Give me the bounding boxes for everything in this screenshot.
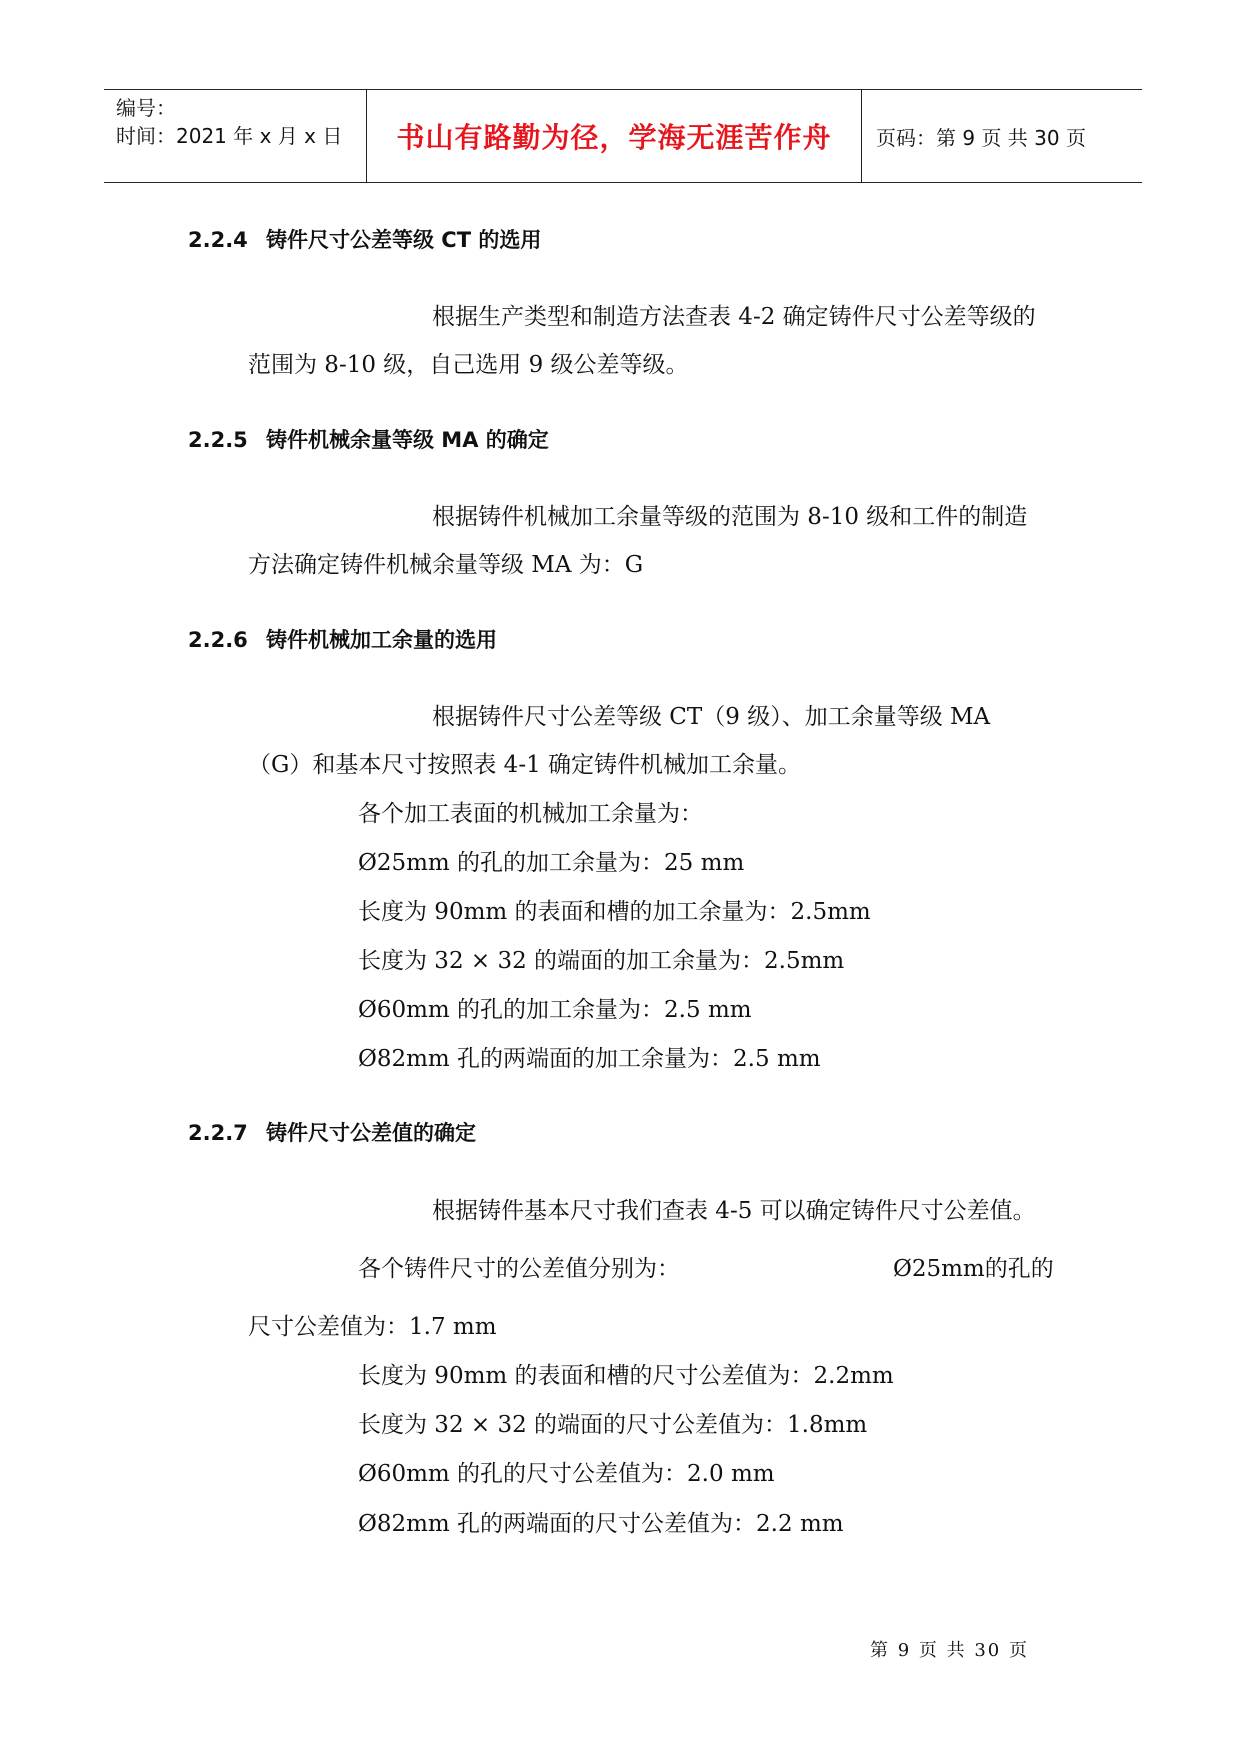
list-line: Ø60mm 的孔的尺寸公差值为：2.0 mm: [358, 1461, 775, 1487]
document-time-label: 时间：2021 年 x 月 x 日: [116, 124, 343, 148]
document-number-label: 编号：: [116, 96, 176, 120]
list-line: Ø82mm 孔的两端面的加工余量为：2.5 mm: [358, 1046, 821, 1072]
section-title: 铸件机械余量等级 MA 的确定: [266, 428, 549, 452]
section-title: 铸件尺寸公差等级 CT 的选用: [266, 228, 542, 252]
paragraph-line: 根据铸件基本尺寸我们查表 4-5 可以确定铸件尺寸公差值。: [432, 1198, 1036, 1224]
list-line: 长度为 90mm 的表面和槽的加工余量为：2.5mm: [358, 899, 871, 925]
section-number: 2.2.4: [188, 228, 248, 252]
list-line: Ø82mm 孔的两端面的尺寸公差值为：2.2 mm: [358, 1511, 844, 1537]
list-line: Ø60mm 的孔的加工余量为：2.5 mm: [358, 997, 752, 1023]
section-heading: [188, 424, 549, 454]
paragraph-line: 方法确定铸件机械余量等级 MA 为：G: [248, 552, 644, 578]
header-motto-cell: [367, 90, 862, 182]
list-line: 各个铸件尺寸的公差值分别为：: [358, 1256, 680, 1282]
header-info-cell: [104, 90, 367, 182]
paragraph-line: （G）和基本尺寸按照表 4-1 确定铸件机械加工余量。: [248, 752, 802, 778]
paragraph-line: 根据铸件尺寸公差等级 CT（9 级）、加工余量等级 MA: [432, 704, 991, 730]
header-page-number: 页码：第 9 页 共 30 页: [876, 125, 1086, 150]
section-number: 2.2.7: [188, 1121, 248, 1145]
list-line: Ø25mm 的孔的加工余量为：25 mm: [358, 850, 745, 876]
section-title: 铸件机械加工余量的选用: [266, 628, 497, 652]
page-header: [104, 89, 1142, 183]
paragraph-line: 根据生产类型和制造方法查表 4-2 确定铸件尺寸公差等级的: [432, 304, 1036, 330]
list-line: 各个加工表面的机械加工余量为：: [358, 801, 703, 827]
list-line: 长度为 32 × 32 的端面的加工余量为：2.5mm: [358, 948, 845, 974]
list-line: Ø25mm的孔的: [893, 1256, 1054, 1282]
paragraph-line: 尺寸公差值为：1.7 mm: [248, 1314, 497, 1340]
paragraph-line: 范围为 8-10 级，自己选用 9 级公差等级。: [248, 352, 689, 378]
header-page-cell: [862, 90, 1142, 182]
section-number: 2.2.5: [188, 428, 248, 452]
list-line: 长度为 32 × 32 的端面的尺寸公差值为：1.8mm: [358, 1412, 868, 1438]
paragraph-line: 根据铸件机械加工余量等级的范围为 8-10 级和工件的制造: [432, 504, 1028, 530]
section-title: 铸件尺寸公差值的确定: [266, 1121, 476, 1145]
section-heading: [188, 624, 497, 654]
page-footer: 第 9 页 共 30 页: [870, 1640, 1029, 1661]
list-line: 长度为 90mm 的表面和槽的尺寸公差值为：2.2mm: [358, 1363, 894, 1389]
section-number: 2.2.6: [188, 628, 248, 652]
header-motto: 书山有路勤为径，学海无涯苦作舟: [396, 121, 832, 154]
section-heading: [188, 1117, 476, 1147]
section-heading: [188, 224, 541, 254]
